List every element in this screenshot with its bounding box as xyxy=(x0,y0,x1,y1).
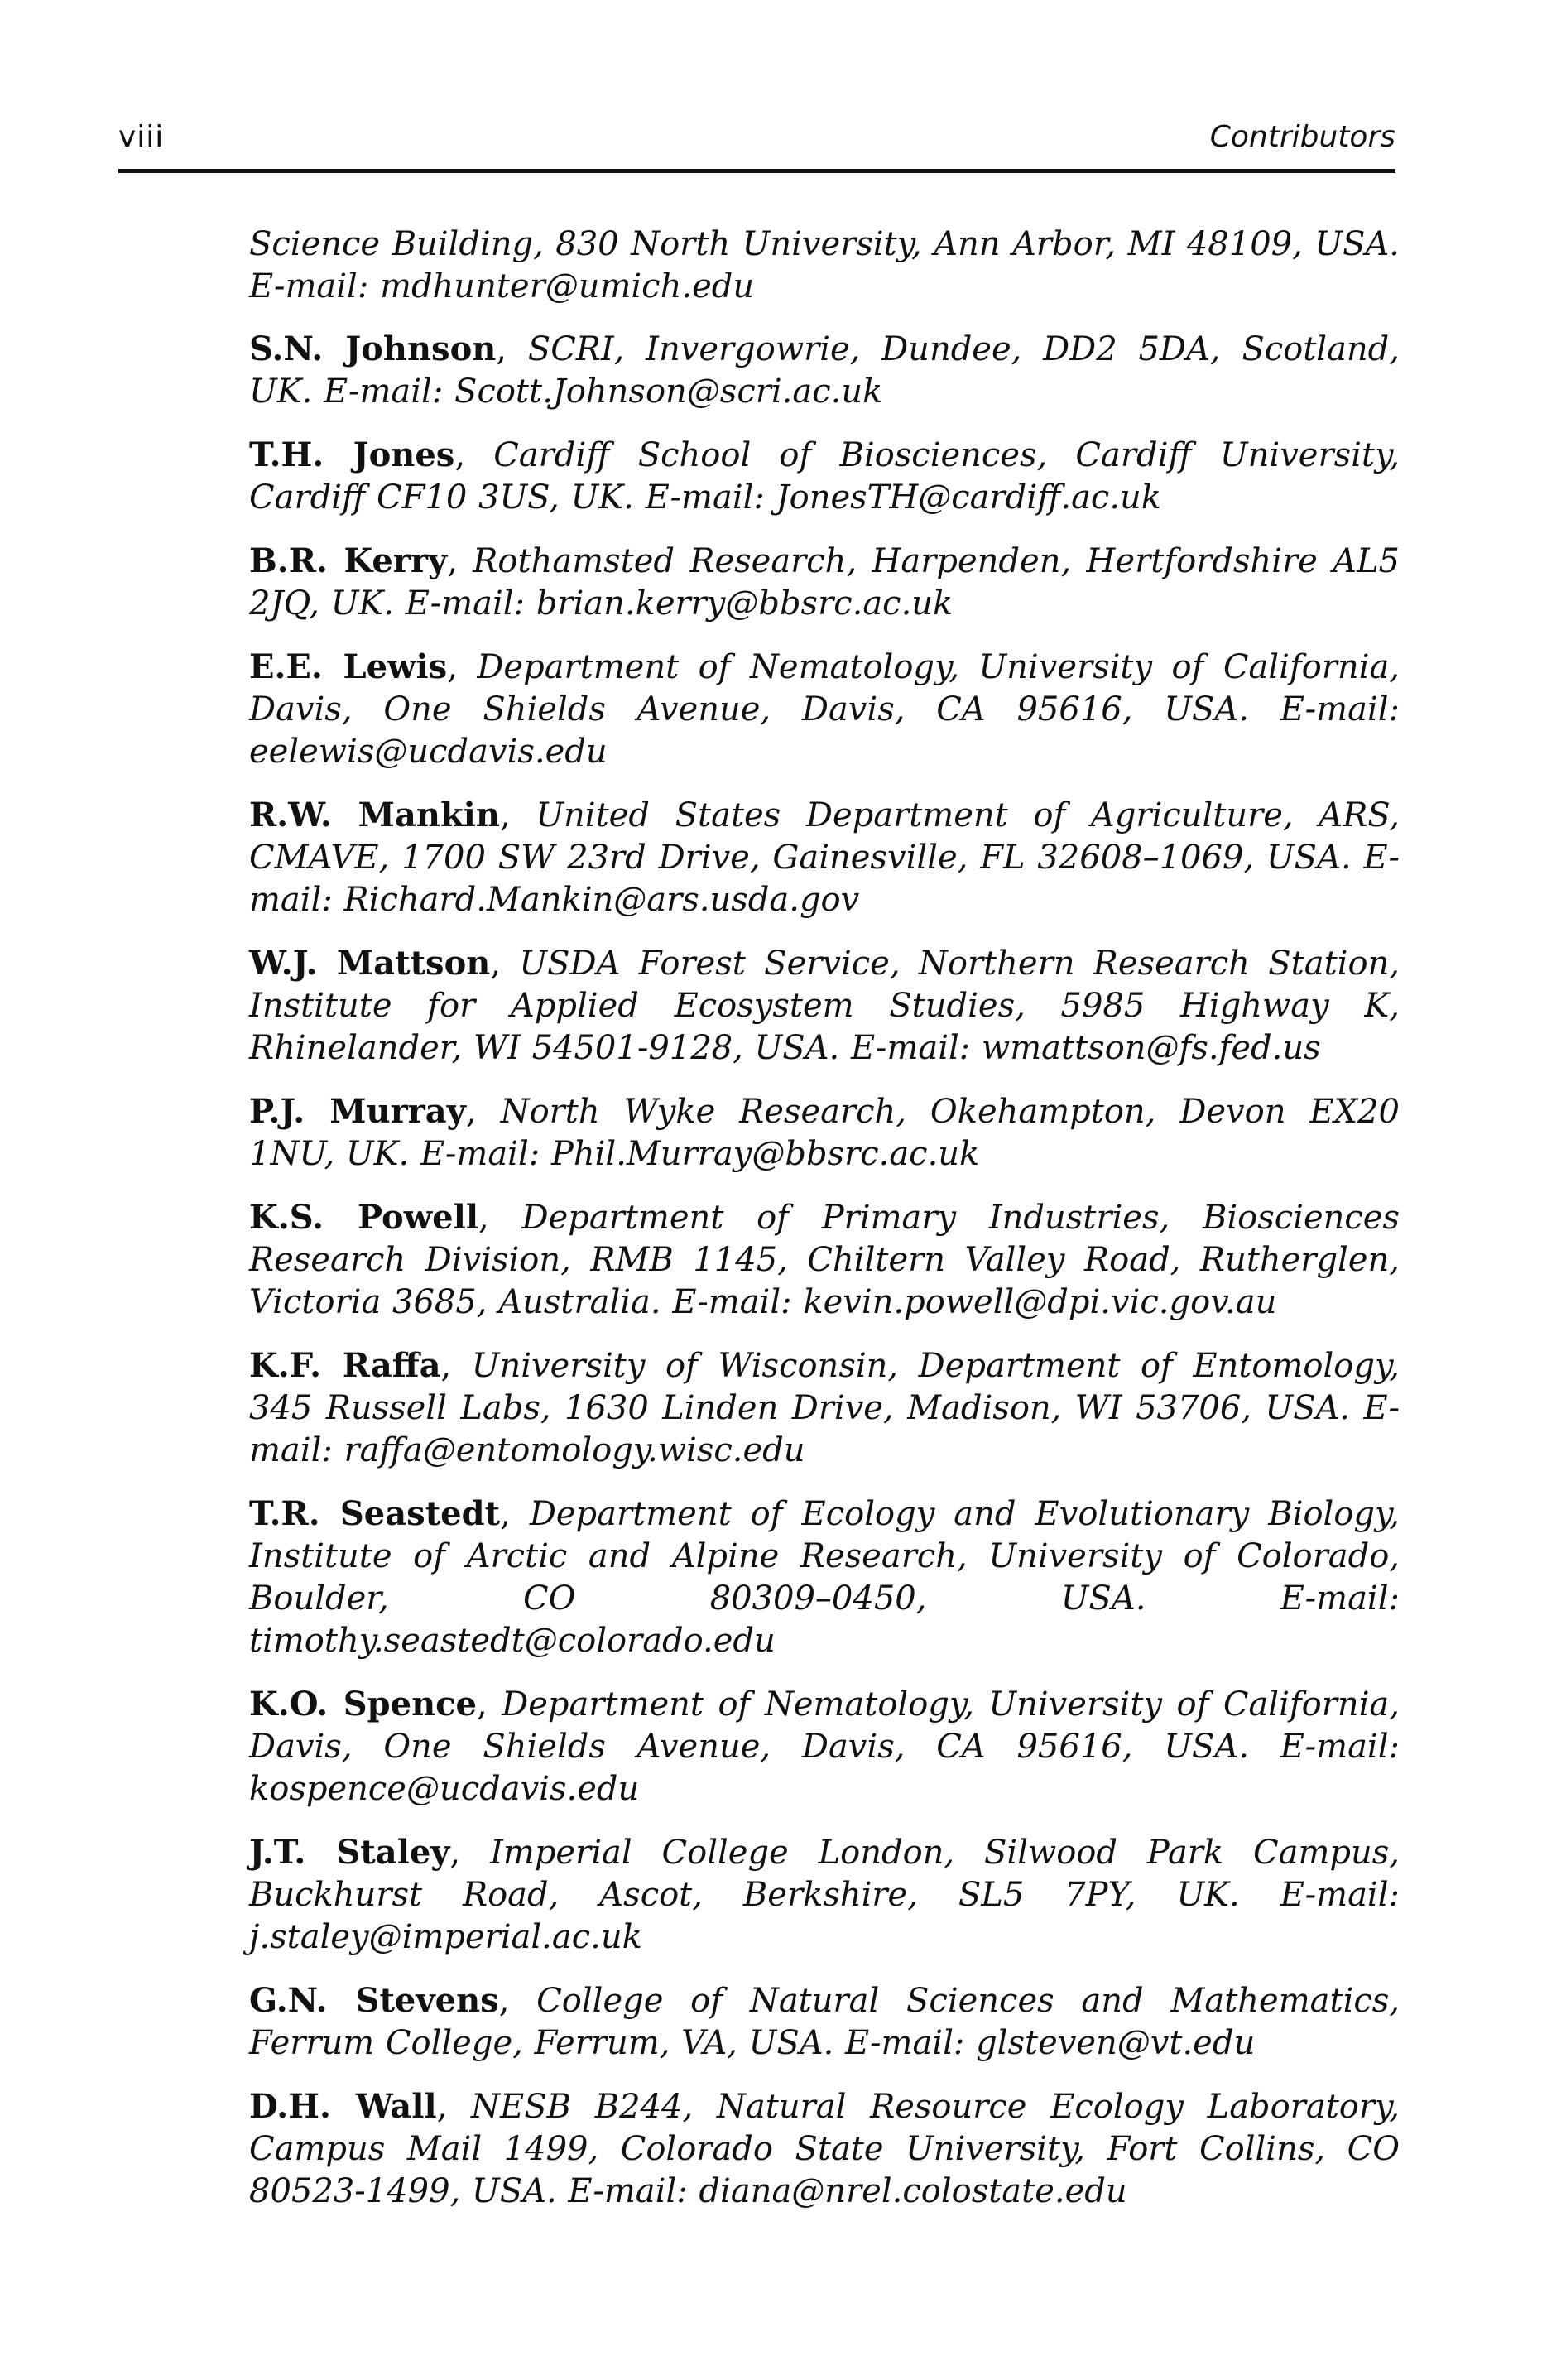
contributor-name: P.J. Murray xyxy=(249,1092,466,1131)
contributor-entry: J.T. Staley, Imperial College London, Silwood Park Campus, Buckhurst Road, Ascot, Berkshire, SL5 7PY, UK. E-mail: j.staley@imperial.ac.uk xyxy=(249,1833,1400,1956)
contributor-name: K.S. Powell xyxy=(249,1198,479,1237)
contributor-name: W.J. Mattson xyxy=(249,944,491,983)
contributor-name: K.F. Raffa xyxy=(249,1346,441,1385)
contributor-entry: T.H. Jones, Cardiff School of Biosciences, Cardiff University, Cardiff CF10 3US, UK. E-mail: JonesTH@cardiff.ac.uk xyxy=(249,435,1400,517)
contributor-name: T.R. Seastedt xyxy=(249,1494,501,1533)
contributor-name: R.W. Mankin xyxy=(249,796,500,834)
contributor-name: K.O. Spence xyxy=(249,1685,477,1724)
contributor-name: G.N. Stevens xyxy=(249,1981,499,2020)
contributor-details: Department of Primary Industries, Biosciences Research Division, RMB 1145, Chiltern Valley Road, Rutherglen, Victoria 3685, Australia. E-mail: kevin.powell@dpi.vic.gov.au xyxy=(249,1199,1400,1321)
contributor-details: United States Department of Agriculture, ARS, CMAVE, 1700 SW 23rd Drive, Gainesville, FL 32608–1069, USA. E-mail: Richard.Mankin@ars.usda.gov xyxy=(249,796,1400,919)
contributor-entry: K.S. Powell, Department of Primary Industries, Biosciences Research Division, RMB 1145, Chiltern Valley Road, Rutherglen, Victoria 3685, Australia. E-mail: kevin.powell@dpi.vic.gov.au xyxy=(249,1198,1400,1321)
contributor-details: Imperial College London, Silwood Park Campus, Buckhurst Road, Ascot, Berkshire, SL5 7PY, UK. E-mail: j.staley@imperial.ac.uk xyxy=(249,1834,1400,1956)
contributor-details: University of Wisconsin, Department of Entomology, 345 Russell Labs, 1630 Linden Drive, Madison, WI 53706, USA. E-mail: raffa@entomology.wisc.edu xyxy=(249,1347,1400,1469)
contributor-details: Science Building, 830 North University, Ann Arbor, MI 48109, USA. E-mail: mdhunter@umich.edu xyxy=(249,225,1400,305)
contributor-entry: D.H. Wall, NESB B244, Natural Resource Ecology Laboratory, Campus Mail 1499, Colorado State University, Fort Collins, CO 80523-1499, USA. E-mail: diana@nrel.colostate.edu xyxy=(249,2087,1400,2210)
contributor-details: Department of Nematology, University of California, Davis, One Shields Avenue, Davis, CA 95616, USA. E-mail: kospence@ucdavis.edu xyxy=(249,1685,1400,1808)
page-number: viii xyxy=(118,120,165,154)
contributor-list xyxy=(249,224,1400,2233)
contributor-details: NESB B244, Natural Resource Ecology Laboratory, Campus Mail 1499, Colorado State University, Fort Collins, CO 80523-1499, USA. E-mail: diana@nrel.colostate.edu xyxy=(249,2088,1400,2210)
contributor-entry: K.O. Spence, Department of Nematology, University of California, Davis, One Shields Avenue, Davis, CA 95616, USA. E-mail: kospence@ucdavis.edu xyxy=(249,1685,1400,1808)
contributor-entry: S.N. Johnson, SCRI, Invergowrie, Dundee, DD2 5DA, Scotland, UK. E-mail: Scott.Johnson@scri.ac.uk xyxy=(249,329,1400,411)
contributor-details: Department of Nematology, University of California, Davis, One Shields Avenue, Davis, CA 95616, USA. E-mail: eelewis@ucdavis.edu xyxy=(249,648,1400,771)
contributor-entry: T.R. Seastedt, Department of Ecology and Evolutionary Biology, Institute of Arctic and Alpine Research, University of Colorado, Boulder, CO 80309–0450, USA. E-mail: timothy.seastedt@colorado.edu xyxy=(249,1494,1400,1660)
header-rule xyxy=(118,169,1395,173)
running-head xyxy=(118,120,1395,170)
contributor-entry: K.F. Raffa, University of Wisconsin, Department of Entomology, 345 Russell Labs, 1630 Linden Drive, Madison, WI 53706, USA. E-mail: raffa@entomology.wisc.edu xyxy=(249,1346,1400,1469)
contributor-details: Department of Ecology and Evolutionary Biology, Institute of Arctic and Alpine Research, University of Colorado, Boulder, CO 80309–0450, USA. E-mail: timothy.seastedt@colorado.edu xyxy=(249,1495,1400,1660)
contributor-name: D.H. Wall xyxy=(249,2087,437,2126)
contributor-entry: W.J. Mattson, USDA Forest Service, Northern Research Station, Institute for Applied Ecosystem Studies, 5985 Highway K, Rhinelander, WI 54501-9128, USA. E-mail: wmattson@fs.fed.us xyxy=(249,944,1400,1067)
contributor-entry: B.R. Kerry, Rothamsted Research, Harpenden, Hertfordshire AL5 2JQ, UK. E-mail: brian.kerry@bbsrc.ac.uk xyxy=(249,541,1400,623)
contributor-details: SCRI, Invergowrie, Dundee, DD2 5DA, Scotland, UK. E-mail: Scott.Johnson@scri.ac.uk xyxy=(249,330,1400,411)
contributor-name: B.R. Kerry xyxy=(249,541,448,580)
contributor-name: T.H. Jones xyxy=(249,435,455,474)
contributor-details: North Wyke Research, Okehampton, Devon EX20 1NU, UK. E-mail: Phil.Murray@bbsrc.ac.uk xyxy=(249,1093,1400,1173)
contributor-name: J.T. Staley xyxy=(249,1833,450,1872)
contributor-details: USDA Forest Service, Northern Research Station, Institute for Applied Ecosystem Studies, 5985 Highway K, Rhinelander, WI 54501-9128, USA. E-mail: wmattson@fs.fed.us xyxy=(249,945,1400,1067)
contributor-details: College of Natural Sciences and Mathematics, Ferrum College, Ferrum, VA, USA. E-mail: glsteven@vt.edu xyxy=(249,1982,1400,2062)
contributor-details: Rothamsted Research, Harpenden, Hertfordshire AL5 2JQ, UK. E-mail: brian.kerry@bbsrc.ac.uk xyxy=(249,542,1400,623)
running-title: Contributors xyxy=(1209,120,1395,154)
contributor-entry-continued xyxy=(249,224,1400,308)
contributor-entry: R.W. Mankin, United States Department of Agriculture, ARS, CMAVE, 1700 SW 23rd Drive, Gainesville, FL 32608–1069, USA. E-mail: Richard.Mankin@ars.usda.gov xyxy=(249,796,1400,919)
contributor-entry: E.E. Lewis, Department of Nematology, University of California, Davis, One Shields Avenue, Davis, CA 95616, USA. E-mail: eelewis@ucdavis.edu xyxy=(249,647,1400,771)
contributor-name: S.N. Johnson xyxy=(249,329,497,368)
contributor-entry: P.J. Murray, North Wyke Research, Okehampton, Devon EX20 1NU, UK. E-mail: Phil.Murray@bbsrc.ac.uk xyxy=(249,1092,1400,1173)
contributor-details: Cardiff School of Biosciences, Cardiff University, Cardiff CF10 3US, UK. E-mail: JonesTH@cardiff.ac.uk xyxy=(249,436,1400,517)
contributor-entry: G.N. Stevens, College of Natural Sciences and Mathematics, Ferrum College, Ferrum, VA, USA. E-mail: glsteven@vt.edu xyxy=(249,1981,1400,2062)
contributor-name: E.E. Lewis xyxy=(249,647,448,686)
